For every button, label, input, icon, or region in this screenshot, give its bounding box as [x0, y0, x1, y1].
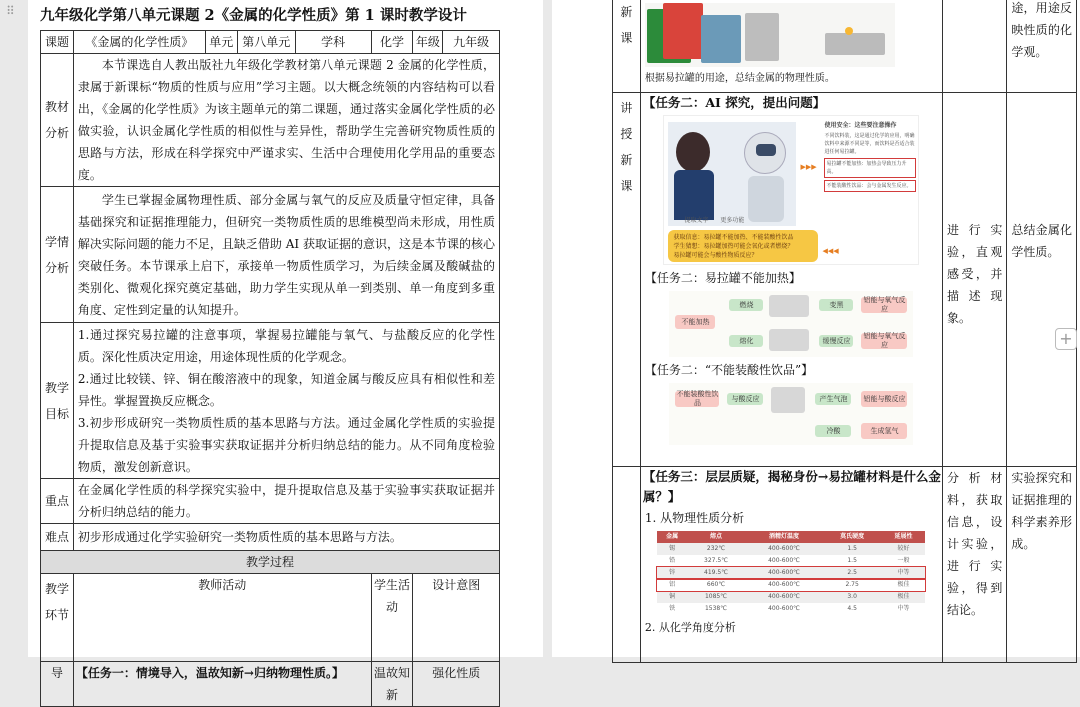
metal-cell: 铝	[669, 581, 676, 588]
left-document-page	[28, 0, 543, 702]
metal-cell: 400-600℃	[768, 581, 800, 588]
process-row-task3	[613, 467, 1077, 663]
flow-node: 不能加热	[675, 315, 715, 329]
heat-flowchart	[669, 291, 913, 357]
metal-cell: 1085℃	[687, 591, 745, 603]
metal-cell: 2.75	[845, 581, 859, 588]
metal-cell: 铁	[669, 605, 676, 612]
unit-value: 第八单元	[237, 31, 295, 54]
metal-cell: 232℃	[687, 543, 745, 555]
key-text: 在金属化学性质的科学探究实验中，提升提取信息及基于实验事实获取证据并分析归纳总结的能力。	[73, 479, 499, 524]
intro-task: 【任务一：情境导入，温故知新→归纳物理性质。】	[73, 662, 371, 707]
metal-cell: 400-600℃	[768, 557, 800, 564]
ai-button-more: 更多功能	[720, 217, 745, 224]
unit-label: 单元	[205, 31, 237, 54]
metal-cell: 铜	[657, 591, 686, 603]
stage-column-header: 教学环节	[41, 574, 74, 662]
flow-node: 变黑	[819, 299, 853, 311]
flow-photo	[769, 329, 809, 351]
process-row-intro	[41, 662, 500, 707]
stage-task3	[613, 467, 641, 663]
table-row	[657, 591, 925, 603]
drag-handle-icon[interactable]: ⠿	[6, 4, 16, 18]
flow-photo	[769, 295, 809, 317]
learner-text: 学生已掌握金属物理性质、部分金属与氧气的反应及质量守恒定律，具备基础探究和证据推理能力，但研究一类物质性质的思维模型尚未形成，用性质解决实际问题的能力不足，且缺乏借助 AI 获取证据的意识，这是本节课的核心突破任务。本节课承上启下，承接单一物质性质学习，为后续金属及酸碱盐的类别化、微观化探究奠定基础，助力学生实现从单一到类别、单一角度到多重角度、定性到定量的认知提升。	[73, 187, 499, 323]
ai-panel-heading: 使用安全：这些要注意操作	[824, 122, 897, 129]
metal-col-header: 熔点	[687, 531, 745, 543]
goal-item: 1.通过探究易拉罐的注意事项，掌握易拉罐能与氧气、与盐酸反应的化学性质。深化性质决定用途，用途体现性质的化学观念。	[77, 327, 495, 364]
process-continued-table	[612, 0, 1077, 663]
metal-cell: 1.5	[823, 543, 882, 555]
metal-cell: 327.5℃	[704, 557, 728, 564]
metal-cell: 419.5℃	[687, 567, 745, 579]
stage-teach: 讲授新课	[613, 93, 641, 467]
metal-cell: 中等	[881, 567, 925, 579]
grade-label: 年级	[413, 31, 443, 54]
flow-node: 不能装酸性饮品	[676, 390, 719, 407]
goals-list	[73, 323, 499, 479]
teach-intent-cell: 总结金属化学性质。	[1007, 93, 1077, 467]
task3-title: 【任务三：层层质疑，揭秘身份→易拉罐材料是什么金属？】	[642, 469, 941, 504]
teach-content-cell	[640, 93, 942, 467]
ai-button-extract: 提取文字	[684, 217, 709, 224]
process-title-row	[41, 551, 500, 574]
table-row-highlight	[657, 567, 925, 579]
learner-row	[41, 187, 500, 323]
acid-flowchart	[669, 383, 913, 445]
stage-new: 新课	[613, 0, 641, 93]
metal-cell: 400-600℃	[745, 591, 823, 603]
material-text: 本节课选自人教出版社九年级化学教材第八单元课题 2 金属的化学性质，隶属于新课标“物质的性质与应用”学习主题。以大概念统领的内容结构可以看出，《金属的化学性质》为该主题单元的第二课题，通过落实金属化学性质的必做实验，认识金属化学性质的相似性与差异性，帮助学生完善研究物质性质的思路与方法，形成在科学探究中严谨求实、生活中合理使用化学用品的重要态度。	[73, 54, 499, 187]
teach-student-cell: 进行实验，直观感受，并描述现象。	[943, 93, 1007, 467]
metal-col-header: 金属	[657, 531, 686, 543]
task3-content-cell	[640, 467, 942, 663]
ai-panel	[824, 122, 916, 232]
subject-value: 化学	[371, 31, 413, 54]
ai-bullet-highlight: 易拉罐不能加热：加热会导致压力升高。	[824, 158, 916, 178]
flow-node: 铝能与氧气反应	[863, 296, 906, 313]
metal-cell: 锡	[657, 543, 686, 555]
new-content-cell	[640, 0, 942, 93]
teacher-column-header: 教师活动	[73, 574, 371, 662]
flow-node: 燃烧	[729, 299, 763, 311]
ai-bullet: 不同饮料装，这是通过化学的应用，明确饮料中来源不同是等，而饮料是否适合装进任何易拉罐。	[824, 133, 915, 155]
metal-cell: 660℃	[706, 581, 726, 588]
task3-student-cell: 分析材料，获取信息，设计实验，进行实验，得到结论。	[943, 467, 1007, 663]
key-row	[41, 479, 500, 524]
metal-properties-table	[657, 531, 925, 615]
task2-subtitle-acid: 【任务二：“不能装酸性饮品”】	[644, 363, 814, 377]
table-row	[657, 555, 925, 567]
metal-cell: 1538℃	[704, 605, 727, 612]
table-row-highlight	[657, 579, 925, 591]
goals-row	[41, 323, 500, 479]
task2-title: 【任务二：AI 探究，提出问题】	[642, 95, 826, 110]
flow-node: 冷酸	[815, 425, 851, 437]
table-row	[657, 543, 925, 555]
flow-node: 产生气泡	[815, 393, 851, 405]
task3-chemical: 2. 从化学角度分析	[644, 621, 736, 634]
process-title: 教学过程	[41, 551, 500, 574]
metal-col-header: 莫氏硬度	[823, 531, 882, 543]
process-header-row	[41, 574, 500, 662]
intro-intent: 强化性质	[413, 662, 500, 707]
lesson-plan-table	[40, 30, 500, 707]
add-icon[interactable]: +	[1055, 328, 1077, 350]
photo-caption: 根据易拉罐的用途，总结金属的物理性质。	[644, 73, 835, 84]
material-row	[41, 54, 500, 187]
metal-cell: 4.5	[847, 605, 857, 612]
material-label: 教材分析	[41, 54, 74, 187]
flow-node: 熔化	[729, 335, 763, 347]
metal-cell: 3.0	[823, 591, 882, 603]
table-row	[657, 603, 925, 615]
metal-cell: 极佳	[897, 581, 910, 588]
ai-bullet-highlight: 不能装酸性饮品：会与金属发生反应。	[824, 180, 916, 192]
metal-col-header: 延展性	[881, 531, 925, 543]
intro-stage: 导	[41, 662, 74, 707]
goal-item: 2.通过比较镁、锌、铜在酸溶液中的现象，知道金属与酸反应具有相似性和差异性。掌握置换反应概念。	[77, 371, 495, 408]
flow-node: 缓慢反应	[819, 335, 853, 347]
task2-subtitle-heat: 【任务二：易拉罐不能加热】	[644, 271, 801, 285]
flow-node: 铝能与酸反应	[861, 391, 907, 407]
intro-student: 温故知新	[371, 662, 413, 707]
metal-cell: 1.5	[847, 557, 857, 564]
metal-cell: 2.5	[823, 567, 882, 579]
grade-value: 九年级	[443, 31, 500, 54]
flow-node: 铝能与氧气反应	[863, 332, 906, 349]
metal-cell: 极佳	[881, 591, 925, 603]
new-intent-cell: 途，用途反映性质的化学观。	[1007, 0, 1077, 93]
metal-cell: 400-600℃	[768, 605, 800, 612]
goals-label: 教学目标	[41, 323, 74, 479]
hard-label: 难点	[41, 524, 74, 551]
task3-physical: 1. 从物理性质分析	[644, 511, 745, 525]
topic-label: 课题	[41, 31, 74, 54]
flow-node: 与酸反应	[727, 393, 763, 405]
goal-item: 3.初步形成研究一类物质性质的基本思路与方法。通过金属化学性质的实验提升提取信息及基于实验事实获取证据并分析归纳总结的能力。从不同角度检验物质，激发创新意识。	[77, 415, 495, 474]
hard-text: 初步形成通过化学实验研究一类物质性质的基本思路与方法。	[73, 524, 499, 551]
new-student-cell	[943, 0, 1007, 93]
student-column-header: 学生活动	[371, 574, 413, 662]
ai-exploration-figure: 提取文字 更多功能 ▶▶▶ 使用安全：这些要注意操作 不同饮料装，这是通过化学的应用，明确饮料中来源不同是等，而饮料是否适合装进任何易拉罐。 易拉罐不能加热：加热会导致压力升高。 不能装酸性饮品：会与金属发生反应。 获取信息：易拉罐不能加热、不能装酸性饮品 学生猜想：易拉罐加热可能会氧化或者燃烧？ 易拉罐可能会与酸性物质反应？ ◀◀◀	[663, 115, 919, 265]
metal-cell: 400-600℃	[745, 543, 823, 555]
key-label: 重点	[41, 479, 74, 524]
metal-cell: 较好	[881, 543, 925, 555]
metal-cell: 中等	[897, 605, 910, 612]
metal-table-header	[657, 531, 925, 543]
learner-label: 学情分析	[41, 187, 74, 323]
right-document-page	[552, 0, 1080, 657]
task3-intent-cell: 实验探究和证据推理的科学素养形成。	[1007, 467, 1077, 663]
metal-cell: 一般	[897, 557, 910, 564]
metal-cell: 锌	[657, 567, 686, 579]
metal-cell: 铅	[669, 557, 676, 564]
topic-value: 《金属的化学性质》	[73, 31, 205, 54]
process-row-teach	[613, 93, 1077, 467]
metal-col-header: 酒精灯温度	[745, 531, 823, 543]
ai-question-box: 获取信息：易拉罐不能加热、不能装酸性饮品 学生猜想：易拉罐加热可能会氧化或者燃烧？ 易拉罐可能会与酸性物质反应？	[668, 230, 818, 262]
cans-photo	[645, 3, 895, 67]
process-row-new	[613, 0, 1077, 93]
subject-label: 学科	[295, 31, 371, 54]
document-title: 九年级化学第八单元课题 2《金属的化学性质》第 1 课时教学设计	[40, 7, 467, 24]
flow-photo	[771, 387, 805, 413]
header-row	[41, 31, 500, 54]
flow-node: 生成氢气	[861, 423, 907, 439]
metal-cell: 400-600℃	[745, 567, 823, 579]
hard-row	[41, 524, 500, 551]
intent-column-header: 设计意图	[413, 574, 500, 662]
